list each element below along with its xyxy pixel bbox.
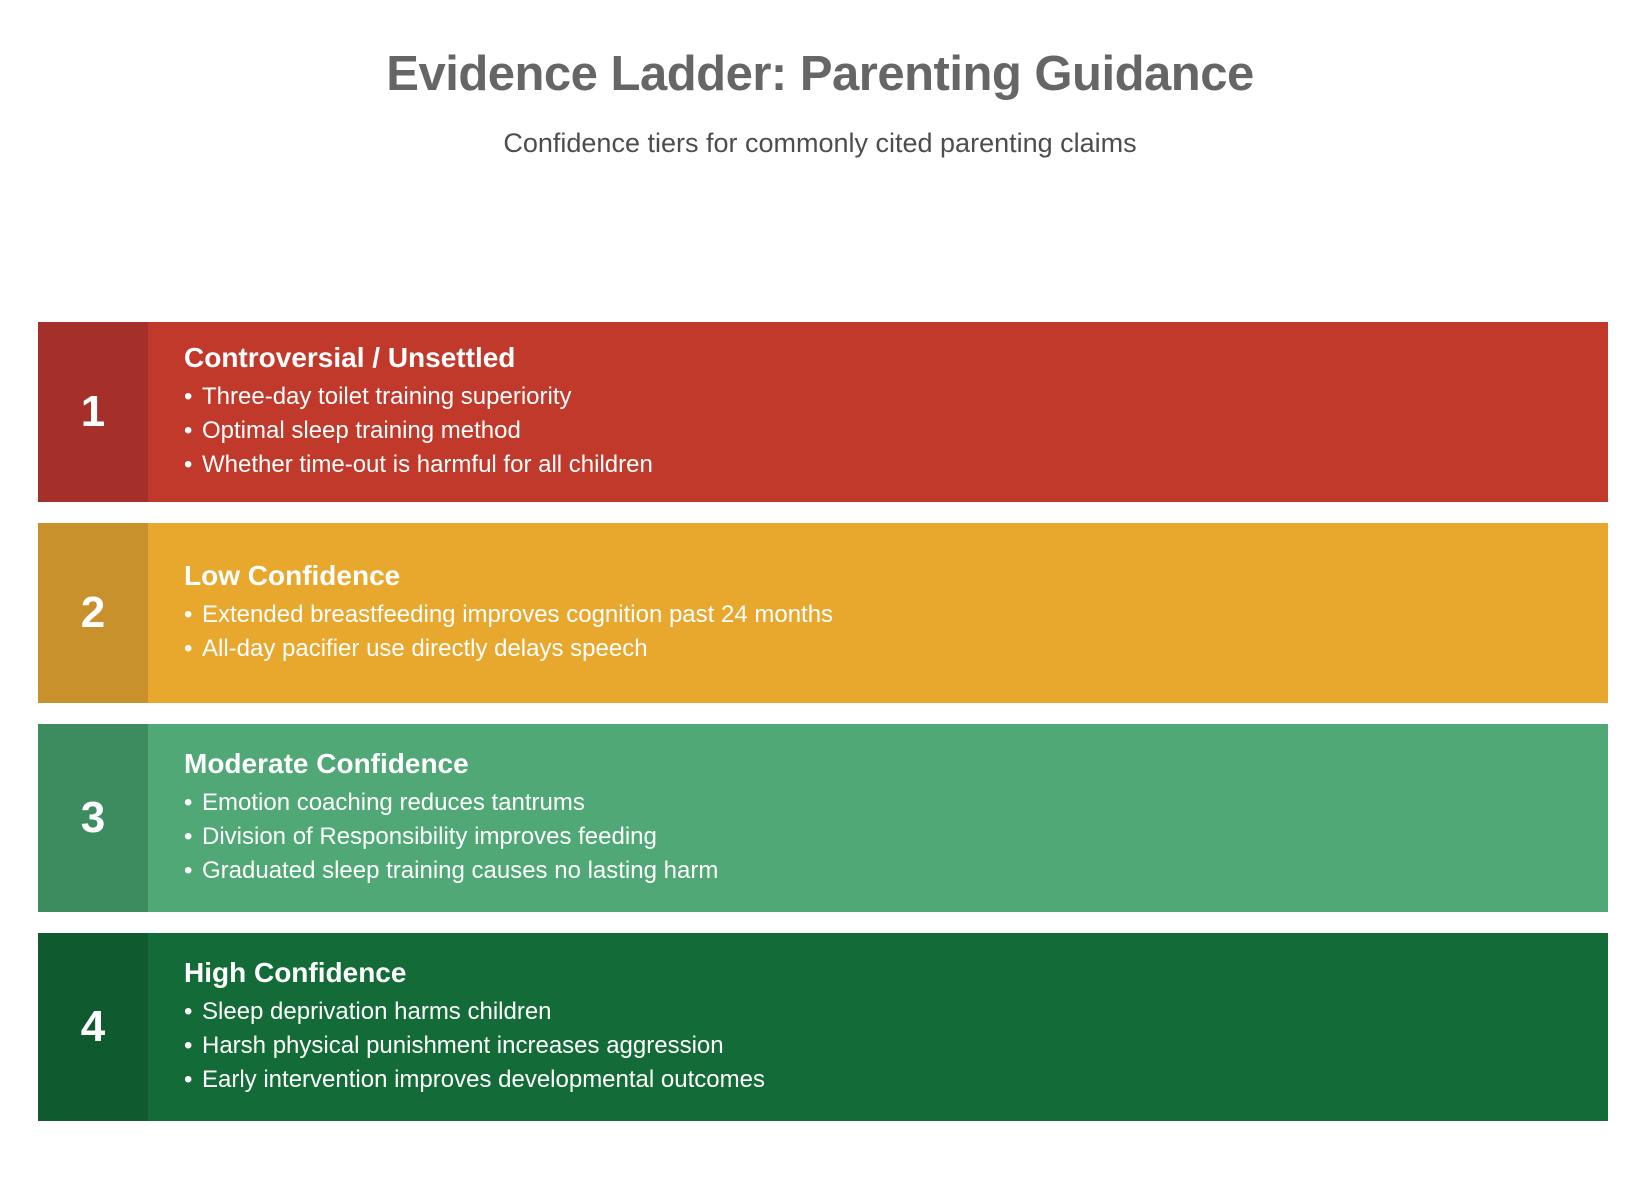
bullet-icon: •	[184, 857, 193, 884]
bullet-icon: •	[184, 601, 193, 628]
list-item	[184, 1029, 1584, 1063]
list-item-text: Emotion coaching reduces tantrums	[202, 789, 585, 816]
tier-items-4	[184, 995, 1584, 1097]
list-item	[184, 995, 1584, 1029]
tier-rank-3: 3	[38, 724, 148, 912]
tier-body-2	[148, 523, 1608, 703]
bullet-icon: •	[184, 998, 193, 1025]
list-item-text: Division of Responsibility improves feeding	[202, 823, 657, 850]
bullet-icon: •	[184, 451, 193, 478]
list-item-text: Optimal sleep training method	[202, 417, 521, 444]
page-subtitle: Confidence tiers for commonly cited parenting claims	[503, 127, 1137, 158]
tier-row-4	[38, 933, 1608, 1121]
list-item-text: Sleep deprivation harms children	[202, 998, 552, 1025]
tier-rank-2: 2	[38, 523, 148, 703]
tier-label-4: High Confidence	[184, 957, 407, 988]
tier-body-4	[148, 933, 1608, 1121]
bullet-icon: •	[184, 635, 193, 662]
tier-rank-4: 4	[38, 933, 148, 1121]
list-item	[184, 380, 1584, 414]
bullet-icon: •	[184, 417, 193, 444]
tier-row-3	[38, 724, 1608, 912]
list-item	[184, 448, 1584, 482]
tier-row-1	[38, 322, 1608, 502]
list-item-text: Harsh physical punishment increases aggression	[202, 1032, 724, 1059]
tier-body-1	[148, 322, 1608, 502]
bullet-icon: •	[184, 383, 193, 410]
bullet-icon: •	[184, 789, 193, 816]
list-item	[184, 598, 1584, 632]
tier-rank-1: 1	[38, 322, 148, 502]
ladder-tiers	[38, 322, 1608, 1142]
list-item-text: Three-day toilet training superiority	[202, 383, 572, 410]
tier-items-3	[184, 786, 1584, 888]
page-title: Evidence Ladder: Parenting Guidance	[386, 47, 1254, 101]
list-item	[184, 414, 1584, 448]
list-item-text: Graduated sleep training causes no lasting harm	[202, 857, 719, 884]
list-item	[184, 854, 1584, 888]
list-item-text: Whether time-out is harmful for all children	[202, 451, 653, 478]
tier-items-2	[184, 598, 1584, 666]
list-item	[184, 820, 1584, 854]
bullet-icon: •	[184, 1066, 193, 1093]
list-item-text: All-day pacifier use directly delays speech	[202, 635, 648, 662]
list-item-text: Extended breastfeeding improves cognition past 24 months	[202, 601, 834, 628]
tier-items-1	[184, 380, 1584, 482]
list-item	[184, 1063, 1584, 1097]
list-item	[184, 786, 1584, 820]
figure-header	[0, 0, 1640, 159]
bullet-icon: •	[184, 823, 193, 850]
list-item	[184, 632, 1584, 666]
bullet-icon: •	[184, 1032, 193, 1059]
tier-label-2: Low Confidence	[184, 560, 401, 591]
tier-body-3	[148, 724, 1608, 912]
tier-label-1: Controversial / Unsettled	[184, 342, 516, 373]
tier-row-2	[38, 523, 1608, 703]
list-item-text: Early intervention improves developmental outcomes	[202, 1066, 765, 1093]
tier-label-3: Moderate Confidence	[184, 748, 469, 779]
